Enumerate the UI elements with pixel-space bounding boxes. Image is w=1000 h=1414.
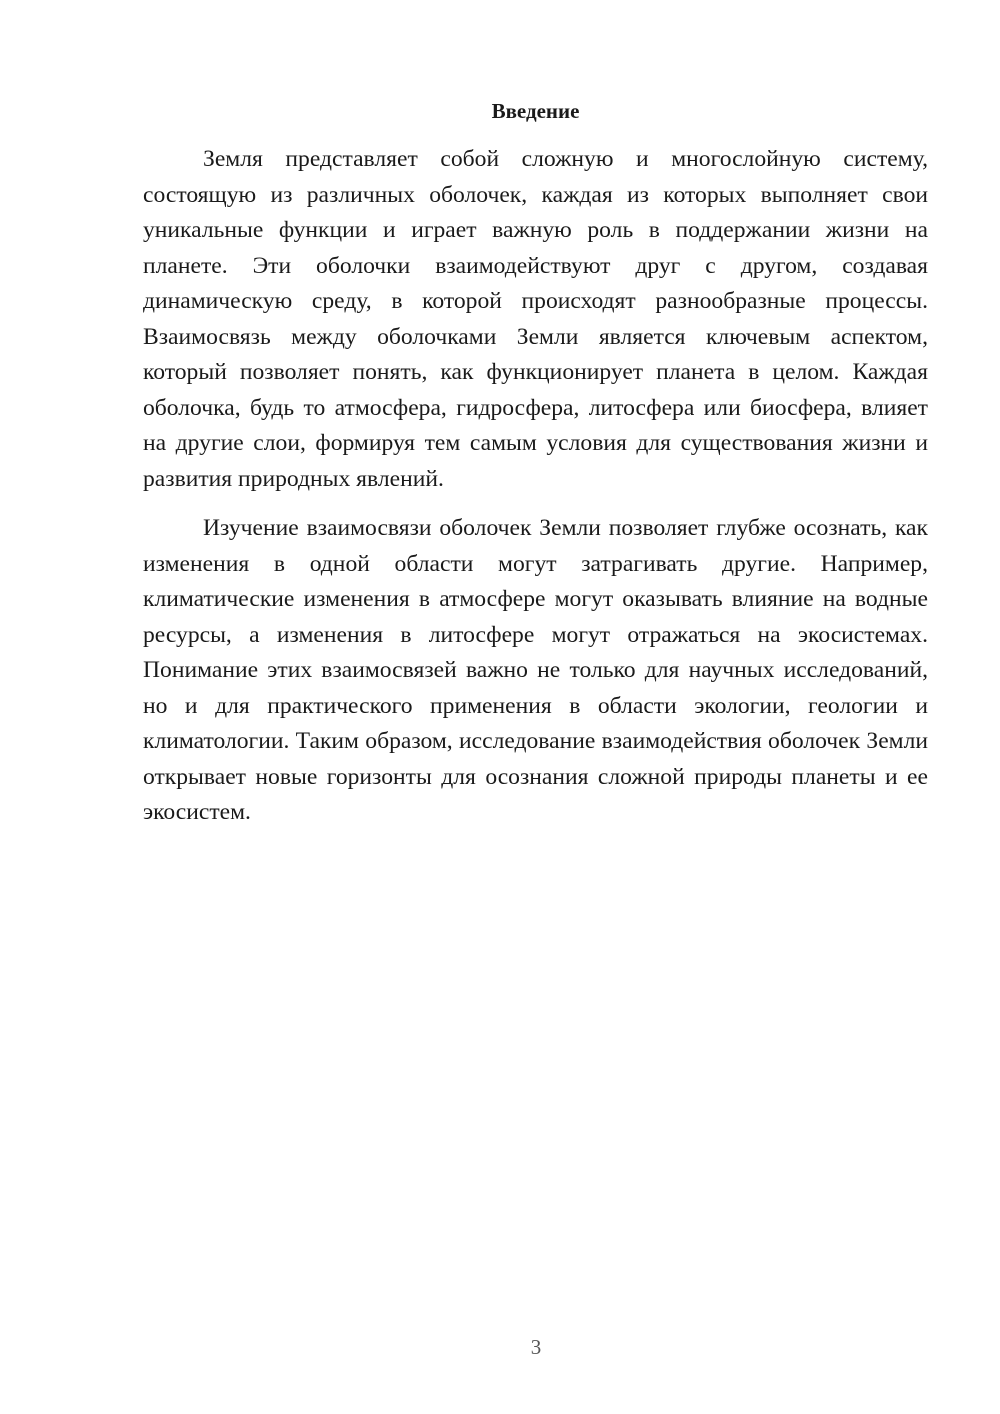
body-text — [143, 142, 928, 831]
paragraph-2: Изучение взаимосвязи оболочек Земли позволяет глубже осознать, как изменения в одной области могут затрагивать другие. Например, климатические изменения в атмосфере могут оказывать влияние на водные ресурсы, а изменения в литосфере могут отражаться на экосистемах. Понимание этих взаимосвязей важно не только для научных исследований, но и для практического применения в области экологии, геологии и климатологии. Таким образом, исследование взаимодействия оболочек Земли открывает новые горизонты для осознания сложной природы планеты и ее экосистем. — [143, 515, 928, 825]
paragraph-1: Земля представляет собой сложную и многослойную систему, состоящую из различных оболочек, каждая из которых выполняет свои уникальные функции и играет важную роль в поддержании жизни на планете. Эти оболочки взаимодействуют друг с другом, создавая динамическую среду, в которой происходят разнообразные процессы. Взаимосвязь между оболочками Земли является ключевым аспектом, который позволяет понять, как функционирует планета в целом. Каждая оболочка, будь то атмосфера, гидросфера, литосфера или биосфера, влияет на другие слои, формируя тем самым условия для существования жизни и развития природных явлений. — [143, 146, 928, 492]
section-heading: Введение — [491, 99, 580, 123]
page-number: 3 — [530, 1335, 542, 1359]
